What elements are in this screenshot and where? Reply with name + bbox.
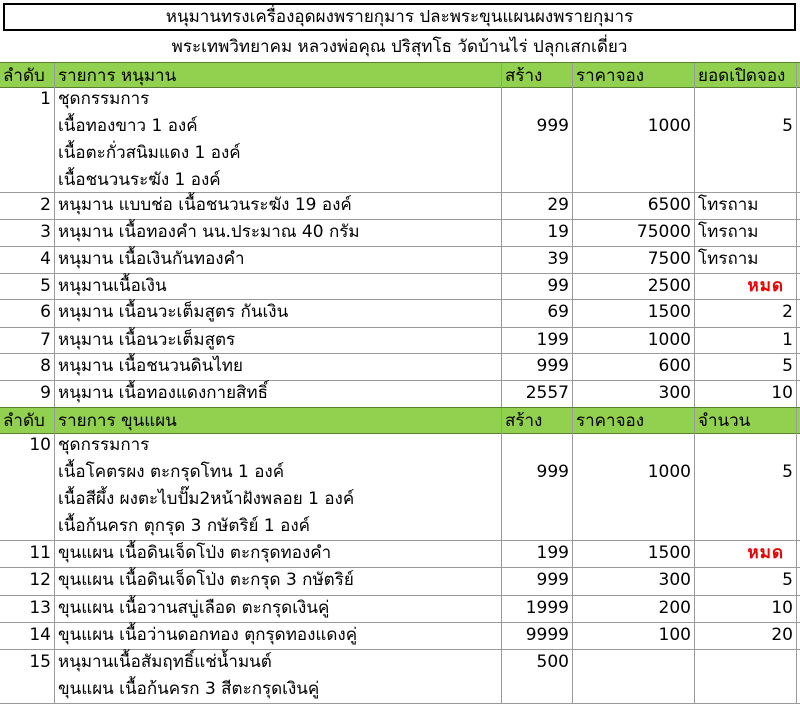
section-2-header-row [0, 407, 800, 434]
sheet-subtitle: พระเทพวิทยาคม หลวงพ่อคุณ ปริสุทโธ วัดบ้านไร่ ปลุกเสกเดี่ยว [171, 37, 628, 57]
reserve-price: 75000 [573, 219, 695, 246]
row-number: 4 [0, 246, 55, 273]
item-description-line: หนุมาน เนื้อเงินกันทองคำ [58, 249, 245, 269]
row-number: 13 [0, 595, 55, 622]
built-count: 29 [502, 192, 573, 219]
reserve-price: 100 [573, 622, 695, 649]
built-count: 2557 [502, 380, 573, 407]
item-description [55, 273, 502, 299]
sold-out-badge: หมด [695, 540, 797, 567]
item-description-line: ขุนแผน เนื้อดินเจ็ดโป่ง ตะกรุดทองคำ [58, 543, 332, 563]
item-description [55, 192, 502, 219]
header-built: สร้าง [502, 63, 573, 87]
status-cell: โทรถาม [695, 219, 797, 246]
item-description [55, 86, 502, 192]
row-number: 6 [0, 299, 55, 327]
item-description-line: ชุดกรรมการ [58, 89, 150, 109]
status-cell [695, 649, 797, 703]
item-description-line: หนุมาน เนื้อทองแดงกายสิทธิ์ [58, 383, 269, 403]
header-no: ลำดับ [0, 408, 55, 433]
table-row [0, 567, 800, 596]
status-cell: 5 [695, 567, 797, 595]
item-description [55, 219, 502, 246]
row-number: 5 [0, 273, 55, 299]
table-row [0, 353, 800, 381]
reserve-price: 1500 [573, 540, 695, 567]
row-number: 3 [0, 219, 55, 246]
item-description-line: หนุมานเนื้อเงิน [58, 276, 167, 296]
item-description [55, 567, 502, 595]
status-cell: โทรถาม [695, 192, 797, 219]
built-count: 999 [502, 353, 573, 380]
reserve-price: 600 [573, 353, 695, 380]
item-description [55, 380, 502, 407]
reserve-price: 1000 [573, 327, 695, 353]
table-row [0, 540, 800, 568]
reserve-price: 1000 [573, 86, 695, 192]
row-number: 1 [0, 86, 55, 192]
header-item: รายการ ขุนแผน [55, 408, 502, 433]
reserve-price: 2500 [573, 273, 695, 299]
header-item: รายการ หนุมาน [55, 63, 502, 87]
item-description-line: หนุมาน เนื้อนวะเต็มสูตร [58, 330, 236, 350]
reserve-price: 1500 [573, 299, 695, 327]
row-number: 8 [0, 353, 55, 380]
reserve-price: 6500 [573, 192, 695, 219]
item-description-line: หนุมาน เนื้อนวะเต็มสูตร กันเงิน [58, 302, 289, 322]
item-description [55, 649, 502, 703]
reserve-price: 1000 [573, 432, 695, 540]
header-status: จำนวน [695, 408, 797, 433]
status-cell: 10 [695, 380, 797, 407]
header-price: ราคาจอง [573, 408, 695, 433]
item-description-line: เนื้อชนวนระฆัง 1 องค์ [58, 170, 221, 190]
table-row [0, 595, 800, 623]
built-count: 999 [502, 567, 573, 595]
table-row [0, 273, 800, 300]
header-status: ยอดเปิดจอง [695, 63, 797, 87]
item-description-line: ขุนแผน เนื้อวานสบู่เลือด ตะกรุดเงินคู่ [58, 598, 330, 618]
row-number: 12 [0, 567, 55, 595]
table-row [0, 219, 800, 247]
built-count: 500 [502, 649, 573, 703]
built-count: 69 [502, 299, 573, 327]
status-cell: 5 [695, 86, 797, 192]
table-row [0, 327, 800, 354]
built-count: 999 [502, 432, 573, 540]
item-description-line: ขุนแผน เนื้อว่านดอกทอง ตุกรุดทองแดงคู่ [58, 625, 358, 645]
table-row [0, 86, 800, 193]
status-cell: 5 [695, 353, 797, 380]
item-description [55, 246, 502, 273]
item-description-line: ขุนแผน เนื้อดินเจ็ดโป่ง ตะกรุด 3 กษัตริย์ [58, 570, 354, 590]
table-row [0, 299, 800, 328]
item-description-line: ชุดกรรมการ [58, 435, 150, 455]
status-cell: 5 [695, 432, 797, 540]
table-row [0, 432, 800, 541]
sheet-title: หนุมานทรงเครื่องอุดผงพรายกุมาร ปละพระขุนแผนผงพรายกุมาร [3, 3, 796, 31]
built-count: 39 [502, 246, 573, 273]
row-number: 15 [0, 649, 55, 703]
reserve-price: 300 [573, 567, 695, 595]
table-row [0, 649, 800, 704]
table-row [0, 192, 800, 220]
row-number: 10 [0, 432, 55, 540]
table-row [0, 622, 800, 650]
item-description [55, 299, 502, 327]
header-price: ราคาจอง [573, 63, 695, 87]
item-description-line: เนื้อก้นครก ตุกรุด 3 กษัตริย์ 1 องค์ [58, 516, 311, 536]
sold-out-badge: หมด [695, 273, 797, 299]
item-description-line: เนื้อสีผึ้ง ผงตะไบปั๊ม2หน้าฝังพลอย 1 องค์ [58, 489, 355, 509]
row-number: 7 [0, 327, 55, 353]
item-description-line: เนื้อโคตรผง ตะกรุดโทน 1 องค์ [58, 462, 285, 482]
item-description [55, 432, 502, 540]
row-number: 11 [0, 540, 55, 567]
status-cell: 1 [695, 327, 797, 353]
item-description-line: หนุมานเนื้อสัมฤทธิ์แช่น้ำมนต์ [58, 652, 272, 672]
item-description [55, 622, 502, 649]
reserve-price [573, 649, 695, 703]
built-count: 99 [502, 273, 573, 299]
built-count: 199 [502, 540, 573, 567]
built-count: 9999 [502, 622, 573, 649]
built-count: 999 [502, 86, 573, 192]
item-description-line: ขุนแผน เนื้อก้นครก 3 สีตะกรุดเงินคู่ [58, 679, 320, 699]
item-description-line: หนุมาน เนื้อชนวนดินไทย [58, 356, 243, 376]
reserve-price: 200 [573, 595, 695, 622]
item-description [55, 595, 502, 622]
table-row [0, 380, 800, 408]
status-cell: 10 [695, 595, 797, 622]
item-description-line: หนุมาน แบบช่อ เนื้อชนวนระฆัง 19 องค์ [58, 195, 352, 215]
item-description [55, 327, 502, 353]
built-count: 199 [502, 327, 573, 353]
row-number: 14 [0, 622, 55, 649]
item-description [55, 540, 502, 567]
built-count: 19 [502, 219, 573, 246]
reserve-price: 7500 [573, 246, 695, 273]
item-description-line: เนื้อตะกั่วสนิมแดง 1 องค์ [58, 143, 241, 163]
status-cell: โทรถาม [695, 246, 797, 273]
item-description-line: เนื้อทองขาว 1 องค์ [58, 116, 198, 136]
status-cell: 2 [695, 299, 797, 327]
item-description [55, 353, 502, 380]
built-count: 1999 [502, 595, 573, 622]
table-row [0, 246, 800, 274]
item-description-line: หนุมาน เนื้อทองคำ นน.ประมาณ 40 กรัม [58, 222, 360, 242]
header-no: ลำดับ [0, 63, 55, 87]
row-number: 2 [0, 192, 55, 219]
reserve-price: 300 [573, 380, 695, 407]
section-1-header-row [0, 62, 800, 88]
header-built: สร้าง [502, 408, 573, 433]
status-cell: 20 [695, 622, 797, 649]
row-number: 9 [0, 380, 55, 407]
